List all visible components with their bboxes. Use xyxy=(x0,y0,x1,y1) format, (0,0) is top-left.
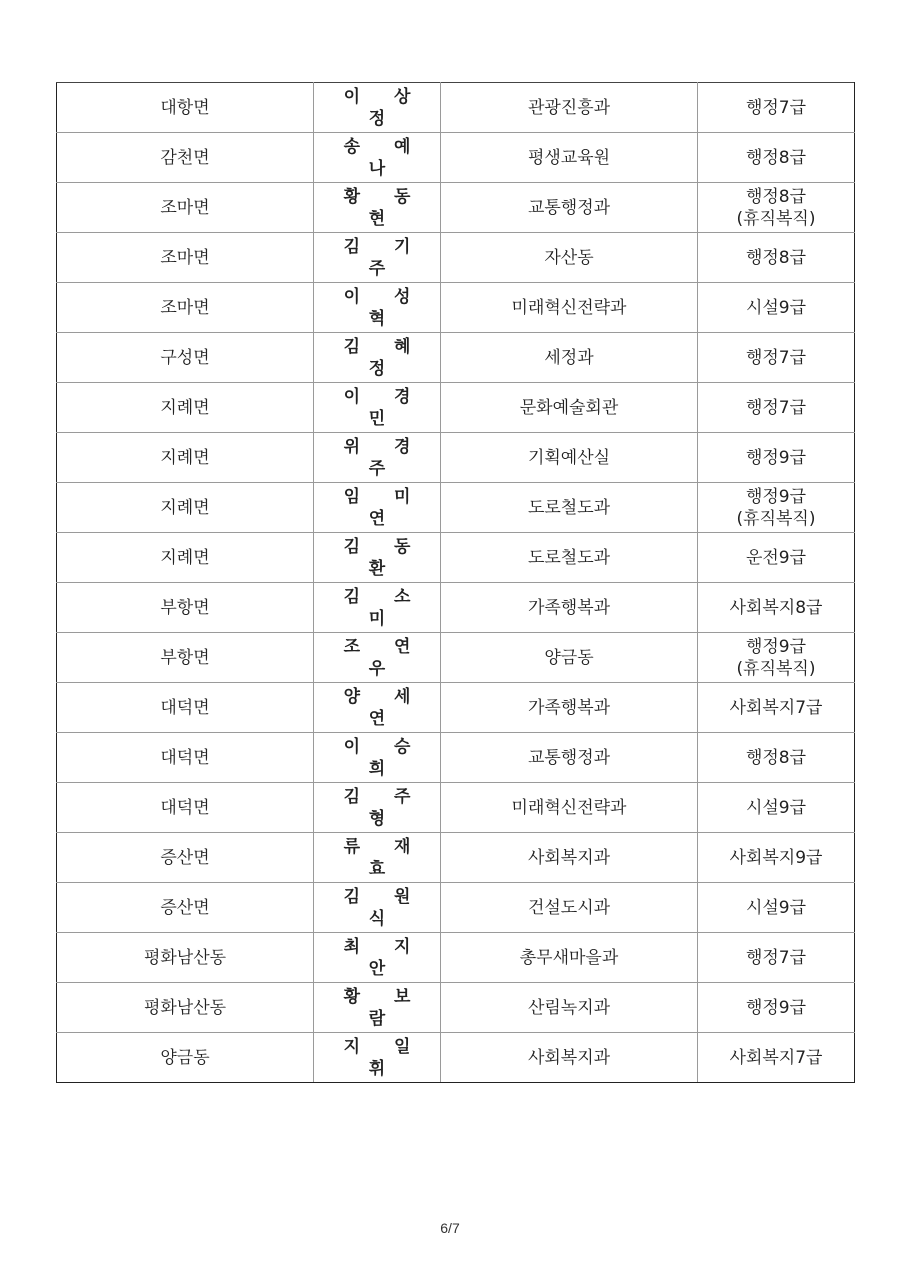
table-row xyxy=(57,183,855,233)
name-cell: 최 지 안 xyxy=(314,933,441,983)
grade-text: 시설9급 xyxy=(745,797,807,818)
table-row xyxy=(57,783,855,833)
office-cell: 증산면 xyxy=(57,833,314,883)
grade-cell xyxy=(698,233,855,283)
department-cell: 세정과 xyxy=(441,333,698,383)
table-row xyxy=(57,383,855,433)
office-cell: 부항면 xyxy=(57,583,314,633)
table-row xyxy=(57,483,855,533)
department-cell: 도로철도과 xyxy=(441,483,698,533)
grade-cell xyxy=(698,383,855,433)
table-row xyxy=(57,633,855,683)
department-cell: 가족행복과 xyxy=(441,683,698,733)
name-cell: 위 경 주 xyxy=(314,433,441,483)
department-cell: 건설도시과 xyxy=(441,883,698,933)
grade-text: 행정7급 xyxy=(745,347,807,368)
grade-note: (휴직복직) xyxy=(736,208,816,229)
grade-text: 행정7급 xyxy=(745,97,807,118)
name-cell: 김 기 주 xyxy=(314,233,441,283)
table-row xyxy=(57,533,855,583)
grade-cell xyxy=(698,333,855,383)
name-cell: 조 연 우 xyxy=(314,633,441,683)
office-cell: 지례면 xyxy=(57,483,314,533)
department-cell: 산림녹지과 xyxy=(441,983,698,1033)
department-cell: 기획예산실 xyxy=(441,433,698,483)
grade-cell xyxy=(698,633,855,683)
grade-text: 행정8급 xyxy=(745,147,807,168)
department-cell: 교통행정과 xyxy=(441,733,698,783)
name-cell: 류 재 효 xyxy=(314,833,441,883)
name-cell: 황 동 현 xyxy=(314,183,441,233)
name-cell: 지 일 휘 xyxy=(314,1033,441,1083)
grade-text: 행정8급 xyxy=(745,186,807,207)
name-cell: 이 경 민 xyxy=(314,383,441,433)
grade-cell xyxy=(698,533,855,583)
grade-text: 행정9급 xyxy=(745,997,807,1018)
name-cell: 김 혜 정 xyxy=(314,333,441,383)
grade-cell xyxy=(698,283,855,333)
department-cell: 양금동 xyxy=(441,633,698,683)
department-cell: 사회복지과 xyxy=(441,1033,698,1083)
grade-text: 사회복지8급 xyxy=(729,597,823,618)
office-cell: 부항면 xyxy=(57,633,314,683)
name-cell: 김 소 미 xyxy=(314,583,441,633)
grade-cell xyxy=(698,83,855,133)
table-row xyxy=(57,933,855,983)
office-cell: 조마면 xyxy=(57,233,314,283)
grade-cell xyxy=(698,583,855,633)
office-cell: 지례면 xyxy=(57,383,314,433)
office-cell: 조마면 xyxy=(57,183,314,233)
department-cell: 사회복지과 xyxy=(441,833,698,883)
grade-text: 행정9급 xyxy=(745,636,807,657)
grade-text: 행정8급 xyxy=(745,247,807,268)
grade-cell xyxy=(698,983,855,1033)
office-cell: 조마면 xyxy=(57,283,314,333)
department-cell: 문화예술회관 xyxy=(441,383,698,433)
table-row xyxy=(57,83,855,133)
grade-text: 행정7급 xyxy=(745,397,807,418)
table-row xyxy=(57,733,855,783)
department-cell: 평생교육원 xyxy=(441,133,698,183)
office-cell: 증산면 xyxy=(57,883,314,933)
grade-note: (휴직복직) xyxy=(736,658,816,679)
office-cell: 지례면 xyxy=(57,533,314,583)
office-cell: 구성면 xyxy=(57,333,314,383)
department-cell: 총무새마을과 xyxy=(441,933,698,983)
grade-text: 행정9급 xyxy=(745,447,807,468)
name-cell: 김 원 식 xyxy=(314,883,441,933)
grade-note: (휴직복직) xyxy=(736,508,816,529)
office-cell: 감천면 xyxy=(57,133,314,183)
department-cell: 자산동 xyxy=(441,233,698,283)
grade-cell xyxy=(698,483,855,533)
page-number: 6/7 xyxy=(440,1220,460,1236)
office-cell: 평화남산동 xyxy=(57,983,314,1033)
grade-cell xyxy=(698,833,855,883)
office-cell: 대덕면 xyxy=(57,783,314,833)
table-row xyxy=(57,283,855,333)
table-row xyxy=(57,833,855,883)
personnel-table xyxy=(56,82,855,1083)
table-row xyxy=(57,883,855,933)
office-cell: 평화남산동 xyxy=(57,933,314,983)
grade-text: 사회복지9급 xyxy=(729,847,823,868)
grade-cell xyxy=(698,183,855,233)
grade-text: 운전9급 xyxy=(745,547,807,568)
office-cell: 대항면 xyxy=(57,83,314,133)
department-cell: 미래혁신전략과 xyxy=(441,783,698,833)
grade-cell xyxy=(698,733,855,783)
name-cell: 김 주 형 xyxy=(314,783,441,833)
grade-cell xyxy=(698,1033,855,1083)
department-cell: 미래혁신전략과 xyxy=(441,283,698,333)
name-cell: 황 보 람 xyxy=(314,983,441,1033)
grade-cell xyxy=(698,133,855,183)
grade-text: 사회복지7급 xyxy=(729,697,823,718)
grade-cell xyxy=(698,433,855,483)
table-row xyxy=(57,433,855,483)
department-cell: 가족행복과 xyxy=(441,583,698,633)
department-cell: 관광진흥과 xyxy=(441,83,698,133)
table-row xyxy=(57,683,855,733)
grade-text: 행정9급 xyxy=(745,486,807,507)
grade-text: 행정7급 xyxy=(745,947,807,968)
department-cell: 교통행정과 xyxy=(441,183,698,233)
grade-text: 시설9급 xyxy=(745,297,807,318)
name-cell: 임 미 연 xyxy=(314,483,441,533)
name-cell: 김 동 환 xyxy=(314,533,441,583)
table-row xyxy=(57,983,855,1033)
table-row xyxy=(57,583,855,633)
grade-cell xyxy=(698,883,855,933)
name-cell: 이 승 희 xyxy=(314,733,441,783)
table-row xyxy=(57,233,855,283)
office-cell: 양금동 xyxy=(57,1033,314,1083)
grade-cell xyxy=(698,933,855,983)
grade-cell xyxy=(698,683,855,733)
table-row xyxy=(57,1033,855,1083)
grade-text: 사회복지7급 xyxy=(729,1047,823,1068)
office-cell: 대덕면 xyxy=(57,683,314,733)
name-cell: 송 예 나 xyxy=(314,133,441,183)
name-cell: 이 성 혁 xyxy=(314,283,441,333)
office-cell: 지례면 xyxy=(57,433,314,483)
table-row xyxy=(57,133,855,183)
office-cell: 대덕면 xyxy=(57,733,314,783)
grade-text: 행정8급 xyxy=(745,747,807,768)
table-row xyxy=(57,333,855,383)
name-cell: 이 상 정 xyxy=(314,83,441,133)
department-cell: 도로철도과 xyxy=(441,533,698,583)
grade-text: 시설9급 xyxy=(745,897,807,918)
grade-cell xyxy=(698,783,855,833)
name-cell: 양 세 연 xyxy=(314,683,441,733)
